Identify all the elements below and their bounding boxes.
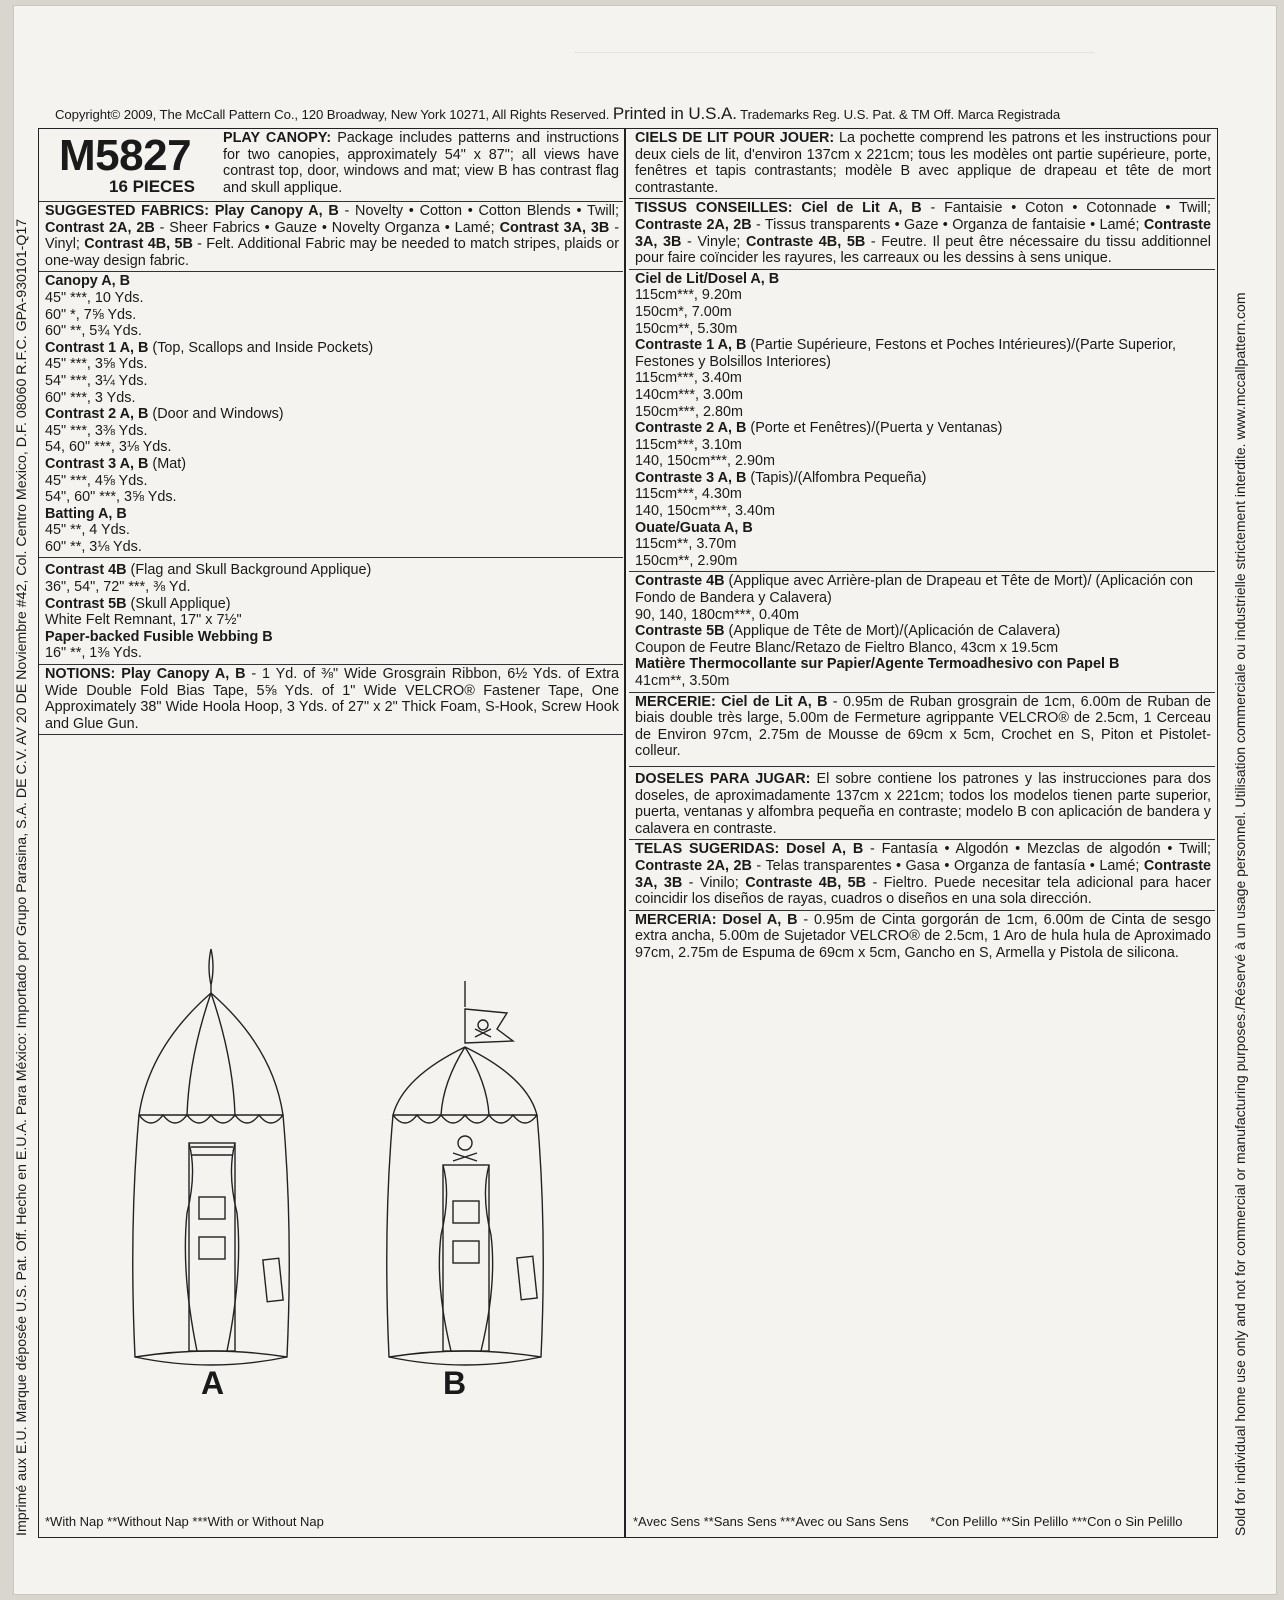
merceria-heading: MERCERIA: Dosel A, B [635, 911, 798, 928]
yardage-line: 150cm**, 5.30m [635, 320, 738, 337]
yardage-line: 115cm***, 9.20m [635, 287, 742, 304]
french-fabrics [629, 199, 1215, 269]
fabrics-contrast-3: Contraste 3A, 3B [635, 857, 1211, 891]
fabrics-text: - Telas transparentes • Gasa • Organza de fantasía • Lamé; [751, 857, 1144, 874]
fabrics-contrast-4: Contraste 4B, 5B [746, 233, 866, 250]
fabrics-text: - Sheer Fabrics • Gauze • Novelty Organza • Lamé; [154, 219, 500, 236]
yardage-line: 115cm**, 3.70m [635, 536, 737, 553]
yardage-heading: Contrast 3 A, B [45, 455, 149, 472]
yardage-line: 45" ***, 4⅝ Yds. [45, 472, 148, 489]
metric-yardage-chart [629, 270, 1215, 573]
importer-vertical-text: Imprimé aux E.U. Marque déposée U.S. Pat. Off. Hecho en E.U.A. Para México: Importado por Grupo Parasina, S.A. DE C.V. AV 20 DE Noviembre #42, Col. Centro Mexico, D.F. 08060 R.F.C. GPA-930101-Q17 [14, 218, 30, 1536]
nap-footnote-fr-es [633, 1514, 1211, 1529]
canopy-view-b-drawing [387, 981, 544, 1365]
metric-applique-yardage [629, 572, 1215, 692]
yardage-line: 54, 60" ***, 3⅛ Yds. [45, 439, 172, 456]
spanish-footnote: *Con Pelillo **Sin Pelillo ***Con o Sin Pelillo [930, 1514, 1183, 1529]
yardage-line: 45" ***, 3⅝ Yds. [45, 356, 148, 373]
fabrics-contrast-4: Contraste 4B, 5B [745, 874, 867, 891]
yardage-line: 60" **, 5¾ Yds. [45, 323, 142, 340]
french-description-text: La pochette comprend les patrons et les instructions pour deux ciels de lit, d'environ 137cm x 221cm; tous les modèles ont partie supérieure, porte, fenêtres et tapis contrastants; modèle B avec applique de drapeau et tête de mort contrastante. [635, 130, 1211, 196]
mercerie-text: - 0.95m de Ruban grosgrain de 1cm, 6.00m de Ruban de biais double très large, 5.00m de Fermeture agrippante VELCRO® de 2.5cm, 1 Cerceau de Environ 97cm, 2.75m de Mousse de 69cm x 5cm, Crochet en S, Piton et Pistolet-colleur. [635, 693, 1211, 760]
applique-yardage [39, 558, 623, 665]
copyright-line [55, 104, 1235, 124]
yardage-line: 54" ***, 3¼ Yds. [45, 372, 148, 389]
notions-heading: NOTIONS: Play Canopy A, B [45, 666, 246, 683]
usage-vertical-text: Sold for individual home use only and not for commercial or manufacturing purposes./Réservé à un usage personnel. Utilisation commerciale ou industrielle strictement interdite. www.mccallpattern.com [1232, 292, 1248, 1536]
yardage-heading: Ciel de Lit/Dosel A, B [635, 270, 780, 287]
view-label-b: B [443, 1365, 467, 1401]
yardage-line: 16" **, 1⅜ Yds. [45, 645, 142, 662]
yardage-heading: Canopy A, B [45, 273, 131, 290]
description-text: Package includes patterns and instructions for two canopies, approximately 54" x 87"; all views have contrast top, door, windows and mat; view B has contrast flag and skull applique. [223, 130, 619, 196]
yardage-line: 140, 150cm***, 2.90m [635, 453, 775, 470]
copyright-text: Copyright© 2009, The McCall Pattern Co., 120 Broadway, New York 10271, All Rights Reserved. [55, 107, 610, 122]
spanish-description-text: El sobre contiene los patrones y las instrucciones para dos doseles, de aproximadamente 137cm x 221cm; todos los modelos tienen parte superior, puerta, ventanas y alfombra pequeña en contraste; modelo B con aplicación de bandera y calavera en contraste. [635, 770, 1211, 837]
pattern-number: M5827 [59, 131, 192, 180]
yardage-note: (Door and Windows) [148, 406, 284, 423]
yardage-note: (Applique de Tête de Mort)/(Aplicación de Calavera) [724, 623, 1061, 640]
fabrics-text: - Fantasía • Algodón • Mezclas de algodón • Twill; [863, 841, 1211, 858]
trademarks-text: Trademarks Reg. U.S. Pat. & TM Off. Marca Registrada [740, 107, 1061, 122]
fabrics-text: - Felt. Additional Fabric may be needed to match stripes, plaids or one-way design fabric. [45, 236, 619, 269]
printed-in: Printed in U.S.A. [612, 104, 737, 123]
yardage-line: 115cm***, 3.40m [635, 370, 742, 387]
mercerie-heading: MERCERIE: Ciel de Lit A, B [635, 693, 828, 710]
yardage-line: 150cm**, 2.90m [635, 552, 738, 569]
fabrics-text: - Novelty • Cotton • Cotton Blends • Twill; [338, 203, 619, 219]
faded-top-edge [574, 12, 1094, 53]
fabrics-text: - Tissus transparents • Gaze • Organza de fantaisie • Lamé; [751, 216, 1144, 233]
yardage-line: 45" ***, 3⅜ Yds. [45, 422, 148, 439]
spanish-notions [629, 911, 1215, 964]
piece-count: 16 PIECES [109, 177, 195, 196]
pattern-header [39, 129, 623, 202]
yardage-line: 115cm***, 3.10m [635, 436, 742, 453]
yardage-heading: Contrast 4B [45, 562, 127, 579]
fabrics-heading: TISSUS CONSEILLES: Ciel de Lit A, B [635, 200, 922, 217]
fabrics-text: - Vinyl; [45, 219, 619, 253]
canopy-drawings [39, 897, 623, 1417]
yardage-line: 41cm**, 3.50m [635, 673, 730, 689]
fabrics-text: - Vinyle; [681, 233, 747, 250]
yardage-heading: Matière Thermocollante sur Papier/Agente Termoadhesivo con Papel B [635, 656, 1120, 673]
yardage-line: 36", 54", 72" ***, ⅜ Yd. [45, 579, 191, 596]
yardage-chart [39, 272, 623, 558]
yardage-line: 60" *, 7⅝ Yds. [45, 306, 137, 323]
fabrics-heading: TELAS SUGERIDAS: Dosel A, B [635, 841, 864, 858]
yardage-line: Coupon de Feutre Blanc/Retazo de Fieltro Blanco, 43cm x 19.5cm [635, 639, 1059, 656]
french-spanish-column [629, 129, 1215, 1537]
yardage-note: (Top, Scallops and Inside Pockets) [148, 339, 374, 356]
french-notions [629, 693, 1215, 767]
fabrics-contrast-2: Contraste 2A, 2B [635, 216, 752, 233]
yardage-heading: Contrast 5B [45, 595, 127, 612]
view-label-a: A [201, 1365, 225, 1401]
yardage-heading: Paper-backed Fusible Webbing B [45, 628, 273, 645]
fabrics-contrast-3: Contraste 3A, 3B [635, 216, 1211, 250]
fabrics-contrast-3: Contrast 3A, 3B [499, 219, 610, 236]
yardage-line: 45" ***, 10 Yds. [45, 289, 144, 306]
yardage-line: White Felt Remnant, 17" x 7½" [45, 612, 242, 629]
pattern-title: PLAY CANOPY: [223, 130, 332, 146]
yardage-line: 60" ***, 3 Yds. [45, 389, 136, 406]
fabrics-text: - Feutre. Il peut être nécessaire du tissu additionnel pour faire coïncider les rayures, les carreaux ou les dessins à sens unique. [635, 233, 1211, 267]
yardage-line: 115cm***, 4.30m [635, 486, 742, 503]
yardage-note: (Applique avec Arrière-plan de Drapeau et Tête de Mort)/ (Aplicación con Fondo de Bandera y Calavera) [635, 573, 1194, 607]
yardage-line: 45" **, 4 Yds. [45, 522, 130, 539]
notions [39, 665, 623, 735]
yardage-heading: Contraste 5B [635, 623, 725, 640]
yardage-heading: Batting A, B [45, 505, 127, 522]
notions-text: - 1 Yd. of ⅜" Wide Grosgrain Ribbon, 6½ Yds. of Extra Wide Double Fold Bias Tape, 5⅝ Yds. of 1" Wide VELCRO® Fastener Tape, One Approximately 38" Wide Hoola Hoop, 3 Yds. of 27" x 2" Thick Foam, S-Hook, Screw Hook and Glue Gun. [45, 666, 619, 732]
fabrics-contrast-2: Contraste 2A, 2B [635, 857, 752, 874]
yardage-note: (Porte et Fenêtres)/(Puerta y Ventanas) [746, 420, 1003, 437]
fabrics-contrast-2: Contrast 2A, 2B [45, 219, 155, 236]
fabrics-contrast-4: Contrast 4B, 5B [84, 236, 193, 253]
yardage-line: 90, 140, 180cm***, 0.40m [635, 606, 799, 623]
column-divider [624, 129, 626, 1537]
spanish-fabrics [629, 840, 1215, 910]
yardage-heading: Contraste 2 A, B [635, 420, 747, 437]
spanish-description [629, 767, 1215, 840]
canopy-view-a-drawing [133, 949, 290, 1365]
suggested-fabrics [39, 202, 623, 272]
yardage-line: 140, 150cm***, 3.40m [635, 503, 775, 520]
yardage-note: (Flag and Skull Background Applique) [126, 562, 372, 579]
yardage-line: 150cm***, 2.80m [635, 403, 743, 420]
french-description [629, 129, 1215, 199]
yardage-heading: Contraste 1 A, B [635, 337, 747, 354]
english-column [39, 129, 623, 1537]
pattern-info-frame [38, 128, 1218, 1538]
fabrics-text: - Fieltro. Puede necesitar tela adicional para hacer coincidir los diseños de rayas, cuadros o diseños en una sola dirección. [635, 874, 1211, 908]
pattern-description [223, 130, 619, 196]
yardage-note: (Tapis)/(Alfombra Pequeña) [746, 469, 927, 486]
yardage-line: 60" **, 3⅛ Yds. [45, 538, 142, 555]
merceria-text: - 0.95m de Cinta gorgorán de 1cm, 6.00m de Cinta de sesgo extra ancha, 5.00m de Sujetador VELCRO® de 2.5cm, 1 Aro de hula hula de Aproximado 97cm, 2.75m de Espuma de 69cm x 5cm, Gancho en S, Armella y Pistola de silicona. [635, 911, 1211, 961]
yardage-heading: Ouate/Guata A, B [635, 519, 753, 536]
yardage-note: (Mat) [148, 455, 186, 472]
spanish-title: DOSELES PARA JUGAR: [635, 770, 811, 787]
yardage-heading: Contraste 3 A, B [635, 469, 747, 486]
french-footnote: *Avec Sens **Sans Sens ***Avec ou Sans Sens [633, 1514, 909, 1529]
yardage-line: 150cm*, 7.00m [635, 303, 732, 320]
yardage-heading: Contraste 4B [635, 573, 725, 590]
nap-footnote: *With Nap **Without Nap ***With or Without Nap [45, 1514, 324, 1529]
fabrics-text: - Fantaisie • Coton • Cotonnade • Twill; [921, 200, 1211, 217]
yardage-note: (Partie Supérieure, Festons et Poches Intérieures)/(Parte Superior, Festones y Bolsillos Interiores) [635, 337, 1176, 370]
yardage-heading: Contrast 1 A, B [45, 339, 149, 356]
canopy-illustrations [39, 897, 623, 1497]
french-title: CIELS DE LIT POUR JOUER: [635, 130, 835, 146]
yardage-line: 54", 60" ***, 3⅝ Yds. [45, 489, 177, 506]
fabrics-text: - Vinilo; [682, 874, 746, 891]
yardage-heading: Contrast 2 A, B [45, 406, 149, 423]
fabrics-heading: SUGGESTED FABRICS: Play Canopy A, B [45, 203, 339, 219]
yardage-line: 140cm***, 3.00m [635, 386, 743, 403]
yardage-note: (Skull Applique) [126, 595, 231, 612]
